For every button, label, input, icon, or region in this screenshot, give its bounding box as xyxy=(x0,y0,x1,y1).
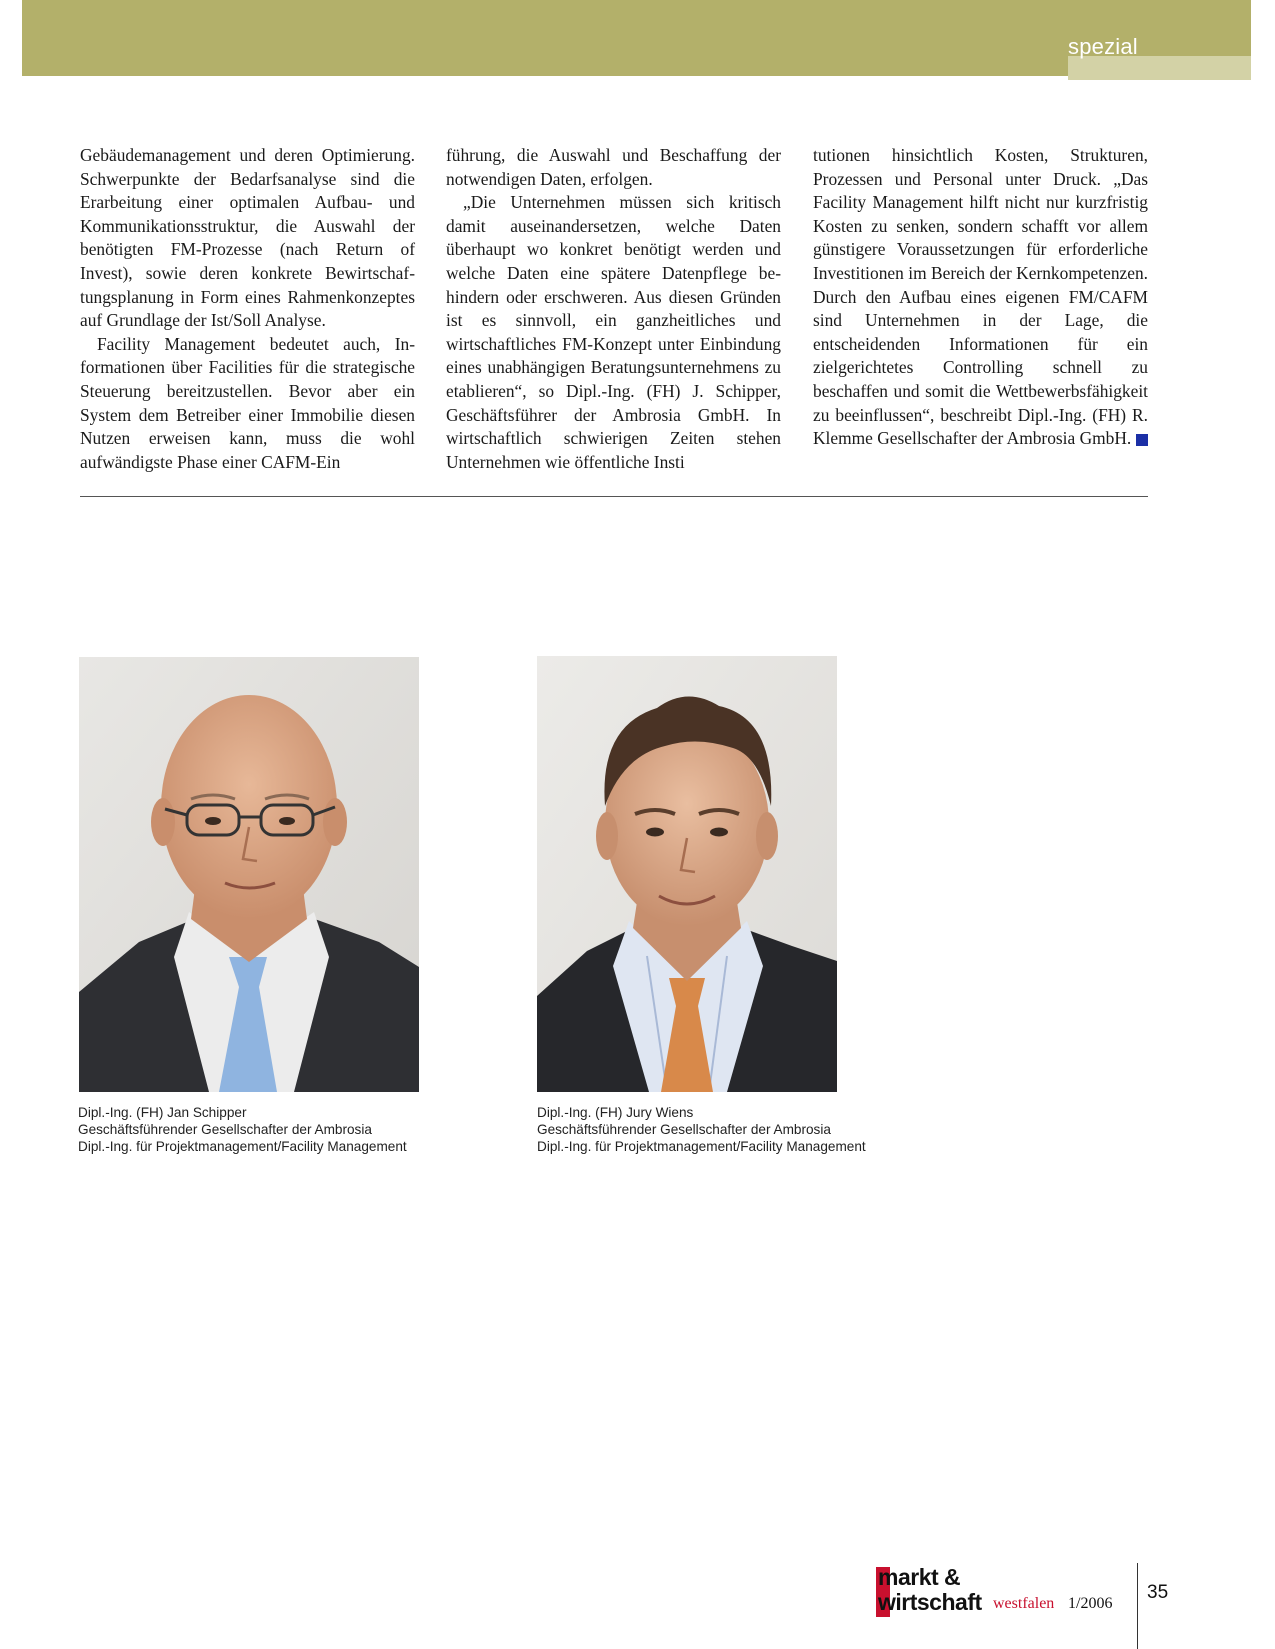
issue-number: 1/2006 xyxy=(1068,1595,1113,1612)
portrait-illustration xyxy=(537,656,837,1092)
caption-name: Dipl.-Ing. (FH) Jury Wiens xyxy=(537,1105,694,1120)
portrait-illustration xyxy=(79,657,419,1092)
section-label: spezial xyxy=(1068,34,1138,59)
paragraph: „Die Unternehmen müssen sich kritisch damit auseinandersetzen, welche Daten überhaupt wo konkret benötigt werden und welche Daten eine spätere Datenpflege behindern oder erschweren. Aus diesen Gründen ist es sinnvoll, ein ganzheitliches und wirtschaftliches FM-Konzept unter Einbindung eines unabhängigen Beratungsunternehmens zu etablieren“, so Dipl.-Ing. (FH) J. Schipper, Geschäftsführer der Ambrosia GmbH. In wirtschaftlich schwierigen Zeiten stehen Unternehmen wie öffentliche Insti xyxy=(446,192,781,472)
paragraph: Facility Management bedeutet auch, Informationen über Facilities für die strategische Steuerung bereitzustellen. Bevor aber ein System dem Betreiber einer Immobilie diesen Nutzen erweisen kann, muss die wohl aufwändigste Phase einer CAFM-Ein xyxy=(80,333,415,472)
article-body xyxy=(80,144,1148,476)
section-divider xyxy=(80,496,1148,497)
article-end-square-icon xyxy=(1136,434,1148,446)
caption-role: Geschäftsführender Gesellschafter der Ambrosia xyxy=(78,1122,372,1137)
photo-caption-jan-schipper xyxy=(78,1104,407,1155)
portrait-photo-jury-wiens xyxy=(537,656,837,1092)
header-bar xyxy=(22,0,1251,76)
caption-name: Dipl.-Ing. (FH) Jan Schipper xyxy=(78,1105,247,1120)
page-number: 35 xyxy=(1147,1582,1169,1603)
paragraph xyxy=(813,144,1148,451)
caption-degree: Dipl.-Ing. für Projektmanagement/Facility Management xyxy=(537,1139,866,1154)
paragraph-text: tutionen hinsichtlich Kosten, Strukturen, Prozessen und Personal unter Druck. „Das Facility Management hilft nicht nur kurzfristig Kosten zu senken, sondern schafft vor allem günstigere Voraussetzungen für erforderliche Investitionen im Bereich der Kernkompetenzen. Durch den Aufbau eines eigenen FM/CAFM sind Unternehmen in der Lage, die entscheidenden Informationen für ein zielgerichtetes Controlling schnell zu beschaffen und somit die Wettbewerbsfähigkeit zu beeinflussen“, beschreibt Dipl.-Ing. (FH) R. Klemme Gesellschafter der Ambrosia GmbH. xyxy=(813,145,1148,449)
article-column-2 xyxy=(446,144,781,474)
photo-caption-jury-wiens xyxy=(537,1104,866,1155)
portrait-photo-jan-schipper xyxy=(79,657,419,1092)
paragraph: führung, die Auswahl und Beschaffung der notwendigen Daten, erfolgen. xyxy=(446,145,781,189)
logo-line-1: markt & xyxy=(878,1564,961,1590)
article-column-1 xyxy=(80,144,415,474)
article-column-3 xyxy=(813,144,1148,451)
footer-divider xyxy=(1137,1563,1138,1649)
caption-degree: Dipl.-Ing. für Projektmanagement/Facility Management xyxy=(78,1139,407,1154)
caption-role: Geschäftsführender Gesellschafter der Ambrosia xyxy=(537,1122,831,1137)
logo-region: westfalen xyxy=(993,1595,1055,1612)
paragraph: Gebäudemanagement und deren Optimierung. Schwerpunkte der Bedarfsanalyse sind die Erarbeitung einer optimalen Aufbau- und Kommunikationsstruktur, die Auswahl der benötigten FM-Prozesse (nach Return of Invest), sowie deren konkrete Bewirtschaftungsplanung in Form eines Rahmenkonzeptes auf Grundlage der Ist/Soll Analyse. xyxy=(80,145,415,331)
logo-line-2: wirtschaft xyxy=(878,1589,982,1615)
publication-logo xyxy=(876,1565,1126,1615)
